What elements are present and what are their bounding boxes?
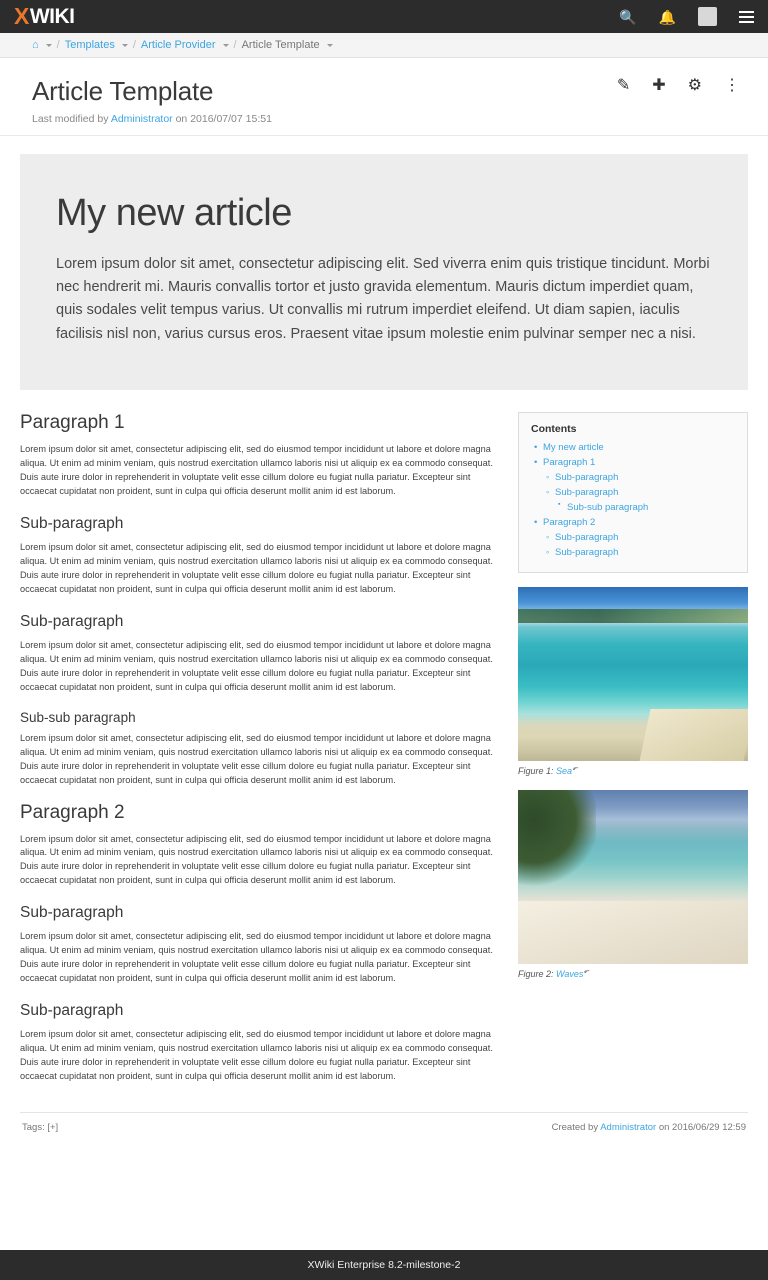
last-modified-date: on 2016/07/07 15:51 bbox=[175, 113, 272, 125]
toc-item[interactable] bbox=[555, 470, 735, 485]
user-avatar[interactable] bbox=[698, 7, 717, 26]
chevron-down-icon[interactable] bbox=[46, 44, 52, 47]
page-metadata bbox=[32, 113, 736, 125]
toc-link[interactable]: Paragraph 1 bbox=[543, 456, 596, 468]
toc-item[interactable] bbox=[543, 440, 735, 455]
xwiki-logo[interactable] bbox=[14, 3, 75, 30]
bell-icon[interactable]: 🔔 bbox=[658, 8, 676, 25]
toc-item[interactable] bbox=[543, 515, 735, 560]
edit-pencil-icon[interactable]: ✎ bbox=[616, 77, 631, 94]
figure-caption-link[interactable]: Sea bbox=[556, 765, 573, 776]
section-heading-sub-sub-paragraph: Sub-sub paragraph bbox=[20, 709, 136, 725]
chevron-down-icon[interactable] bbox=[327, 44, 333, 47]
logo-x-mark: X bbox=[14, 3, 29, 29]
last-modified-author-link[interactable]: Administrator bbox=[110, 113, 173, 125]
toc-sublist bbox=[543, 470, 735, 515]
toc-sublist bbox=[543, 530, 735, 560]
breadcrumb bbox=[0, 33, 768, 58]
footer-version-bar bbox=[0, 1250, 768, 1280]
page-action-toolbar bbox=[617, 78, 740, 94]
sea-photo bbox=[518, 587, 748, 761]
creation-info bbox=[552, 1122, 746, 1133]
breadcrumb-separator: / bbox=[56, 39, 60, 51]
last-modified-label: Last modified by bbox=[32, 113, 109, 125]
section-heading-sub-paragraph: Sub-paragraph bbox=[20, 904, 124, 922]
logo-wordmark: WIKI bbox=[29, 4, 75, 28]
figure-caption-prefix: Figure 2: bbox=[518, 968, 554, 979]
toc-item[interactable] bbox=[567, 500, 735, 515]
toc-link[interactable]: Sub-paragraph bbox=[555, 471, 619, 483]
section-heading-sub-paragraph: Sub-paragraph bbox=[20, 514, 124, 532]
breadcrumb-separator: / bbox=[132, 39, 136, 51]
document-footer bbox=[20, 1112, 748, 1145]
article-content bbox=[0, 390, 768, 1091]
toc-link[interactable]: Sub-paragraph bbox=[555, 546, 619, 558]
toc-link[interactable]: Sub-paragraph bbox=[555, 486, 619, 498]
more-options-icon[interactable]: ⋮ bbox=[724, 77, 740, 94]
figure-caption-prefix: Figure 1: bbox=[518, 765, 554, 776]
table-of-contents bbox=[518, 412, 748, 573]
page-header bbox=[0, 58, 768, 136]
section-body: Lorem ipsum dolor sit amet, consectetur adipiscing elit, sed do eiusmod tempor incididunt ut labore et dolore magna aliqua. Ut enim ad minim veniam, quis nostrud exercitation ullamco laboris nisi ut aliquip ex ea commodo consequat. Duis aute irure dolor in reprehenderit in voluptate velit esse cillum dolore eu fugiat nulla pariatur. Excepteur sint occaecat cupidatat non proident, sunt in culpa qui officia deserunt mollit anim id est laborum. bbox=[20, 1029, 493, 1082]
figure-caption-link[interactable]: Waves bbox=[556, 968, 584, 979]
chevron-down-icon[interactable] bbox=[122, 44, 128, 47]
main-column bbox=[20, 412, 500, 1091]
toc-item[interactable] bbox=[543, 455, 735, 515]
chevron-down-icon[interactable] bbox=[223, 44, 229, 47]
external-link-icon: ⬐ bbox=[572, 764, 578, 772]
add-plus-icon[interactable]: ✚ bbox=[652, 77, 666, 94]
section-heading-paragraph-1: Paragraph 1 bbox=[20, 411, 125, 433]
version-text: XWiki Enterprise 8.2-milestone-2 bbox=[307, 1259, 461, 1271]
toc-link[interactable]: My new article bbox=[543, 441, 604, 453]
hero-title: My new article bbox=[56, 192, 292, 234]
section-body: Lorem ipsum dolor sit amet, consectetur adipiscing elit, sed do eiusmod tempor incididunt ut labore et dolore magna aliqua. Ut enim ad minim veniam, quis nostrud exercitation ullamco laboris nisi ut aliquip ex ea commodo consequat. Duis aute irure dolor in reprehenderit in voluptate velit esse cillum dolore eu fugiat nulla pariatur. Excepteur sint occaecat cupidatat non proident, sunt in culpa qui officia deserunt mollit anim id est laborum. bbox=[20, 443, 493, 496]
breadcrumb-item-templates[interactable]: Templates bbox=[64, 39, 115, 51]
created-by-label: Created by bbox=[551, 1122, 599, 1134]
toc-link[interactable]: Sub-paragraph bbox=[555, 531, 619, 543]
created-date: on 2016/06/29 12:59 bbox=[658, 1122, 746, 1134]
tags-expand-toggle[interactable]: [+] bbox=[47, 1122, 59, 1134]
figure-caption bbox=[518, 967, 748, 979]
toc-title: Contents bbox=[531, 422, 577, 435]
section-body: Lorem ipsum dolor sit amet, consectetur adipiscing elit, sed do eiusmod tempor incididunt ut labore et dolore magna aliqua. Ut enim ad minim veniam, quis nostrud exercitation ullamco laboris nisi ut aliquip ex ea commodo consequat. Duis aute irure dolor in reprehenderit in voluptate velit esse cillum dolore eu fugiat nulla pariatur. Excepteur sint occaecat cupidatat non proident, sunt in culpa qui officia deserunt mollit anim id est laborum. bbox=[20, 639, 493, 692]
settings-gear-icon[interactable]: ⚙ bbox=[687, 77, 702, 94]
figure-caption bbox=[518, 764, 748, 776]
hero-text: Lorem ipsum dolor sit amet, consectetur adipiscing elit. Sed viverra enim quis tristique tincidunt. Morbi nec hendrerit mi. Mauris convallis tortor et justo gravida elementum. Mauris dictum imperdiet quam, quis sodales velit tempus varius. Ut convallis mi rutrum imperdiet eleifend. Ut diam sapien, iaculis facilisis nisl non, varius cursus eros. Praesent vitae ipsum molestie enim pulvinar semper nec a nisi. bbox=[56, 256, 710, 342]
breadcrumb-separator: / bbox=[233, 39, 237, 51]
section-body: Lorem ipsum dolor sit amet, consectetur adipiscing elit, sed do eiusmod tempor incididunt ut labore et dolore magna aliqua. Ut enim ad minim veniam, quis nostrud exercitation ullamco laboris nisi ut aliquip ex ea commodo consequat. Duis aute irure dolor in reprehenderit in voluptate velit esse cillum dolore eu fugiat nulla pariatur. Excepteur sint occaecat cupidatat non proident, sunt in culpa qui officia deserunt mollit anim id est laborum. bbox=[20, 931, 493, 984]
breadcrumb-item-article-provider[interactable]: Article Provider bbox=[140, 39, 216, 51]
external-link-icon: ⬐ bbox=[583, 967, 590, 975]
home-icon[interactable]: ⌂ bbox=[32, 39, 39, 51]
section-heading-paragraph-2: Paragraph 2 bbox=[20, 801, 125, 823]
section-heading-sub-paragraph: Sub-paragraph bbox=[20, 1002, 124, 1020]
toc-link[interactable]: Paragraph 2 bbox=[543, 516, 596, 528]
toc-subsublist bbox=[555, 500, 735, 515]
toc-list bbox=[531, 440, 735, 560]
tags-area bbox=[22, 1122, 58, 1133]
top-bar-actions bbox=[619, 7, 754, 26]
menu-icon[interactable] bbox=[739, 8, 754, 26]
created-by-author-link[interactable]: Administrator bbox=[600, 1122, 657, 1134]
toc-item[interactable] bbox=[555, 530, 735, 545]
toc-item[interactable] bbox=[555, 485, 735, 515]
toc-link[interactable]: Sub-sub paragraph bbox=[567, 501, 649, 513]
breadcrumb-item-current: Article Template bbox=[241, 39, 320, 51]
search-icon[interactable]: 🔍 bbox=[619, 8, 637, 25]
figure-waves bbox=[518, 790, 748, 979]
tags-label: Tags: bbox=[22, 1122, 45, 1134]
figure-sea bbox=[518, 587, 748, 776]
waves-photo bbox=[518, 790, 748, 964]
page-title: Article Template bbox=[32, 76, 214, 106]
section-heading-sub-paragraph: Sub-paragraph bbox=[20, 612, 124, 630]
section-body: Lorem ipsum dolor sit amet, consectetur adipiscing elit, sed do eiusmod tempor incididunt ut labore et dolore magna aliqua. Ut enim ad minim veniam, quis nostrud exercitation ullamco laboris nisi ut aliquip ex ea commodo consequat. Duis aute irure dolor in reprehenderit in voluptate velit esse cillum dolore eu fugiat nulla pariatur. Excepteur sint occaecat cupidatat non proident, sunt in culpa qui officia deserunt mollit anim id est laborum. bbox=[20, 732, 493, 785]
side-column bbox=[518, 412, 748, 1091]
section-body: Lorem ipsum dolor sit amet, consectetur adipiscing elit, sed do eiusmod tempor incididunt ut labore et dolore magna aliqua. Ut enim ad minim veniam, quis nostrud exercitation ullamco laboris nisi ut aliquip ex ea commodo consequat. Duis aute irure dolor in reprehenderit in voluptate velit esse cillum dolore eu fugiat nulla pariatur. Excepteur sint occaecat cupidatat non proident, sunt in culpa qui officia deserunt mollit anim id est laborum. bbox=[20, 833, 493, 886]
section-body: Lorem ipsum dolor sit amet, consectetur adipiscing elit, sed do eiusmod tempor incididunt ut labore et dolore magna aliqua. Ut enim ad minim veniam, quis nostrud exercitation ullamco laboris nisi ut aliquip ex ea commodo consequat. Duis aute irure dolor in reprehenderit in voluptate velit esse cillum dolore eu fugiat nulla pariatur. Excepteur sint occaecat cupidatat non proident, sunt in culpa qui officia deserunt mollit anim id est laborum. bbox=[20, 541, 493, 594]
toc-item[interactable] bbox=[555, 545, 735, 560]
article-hero-banner bbox=[20, 154, 748, 390]
top-navigation-bar bbox=[0, 0, 768, 33]
